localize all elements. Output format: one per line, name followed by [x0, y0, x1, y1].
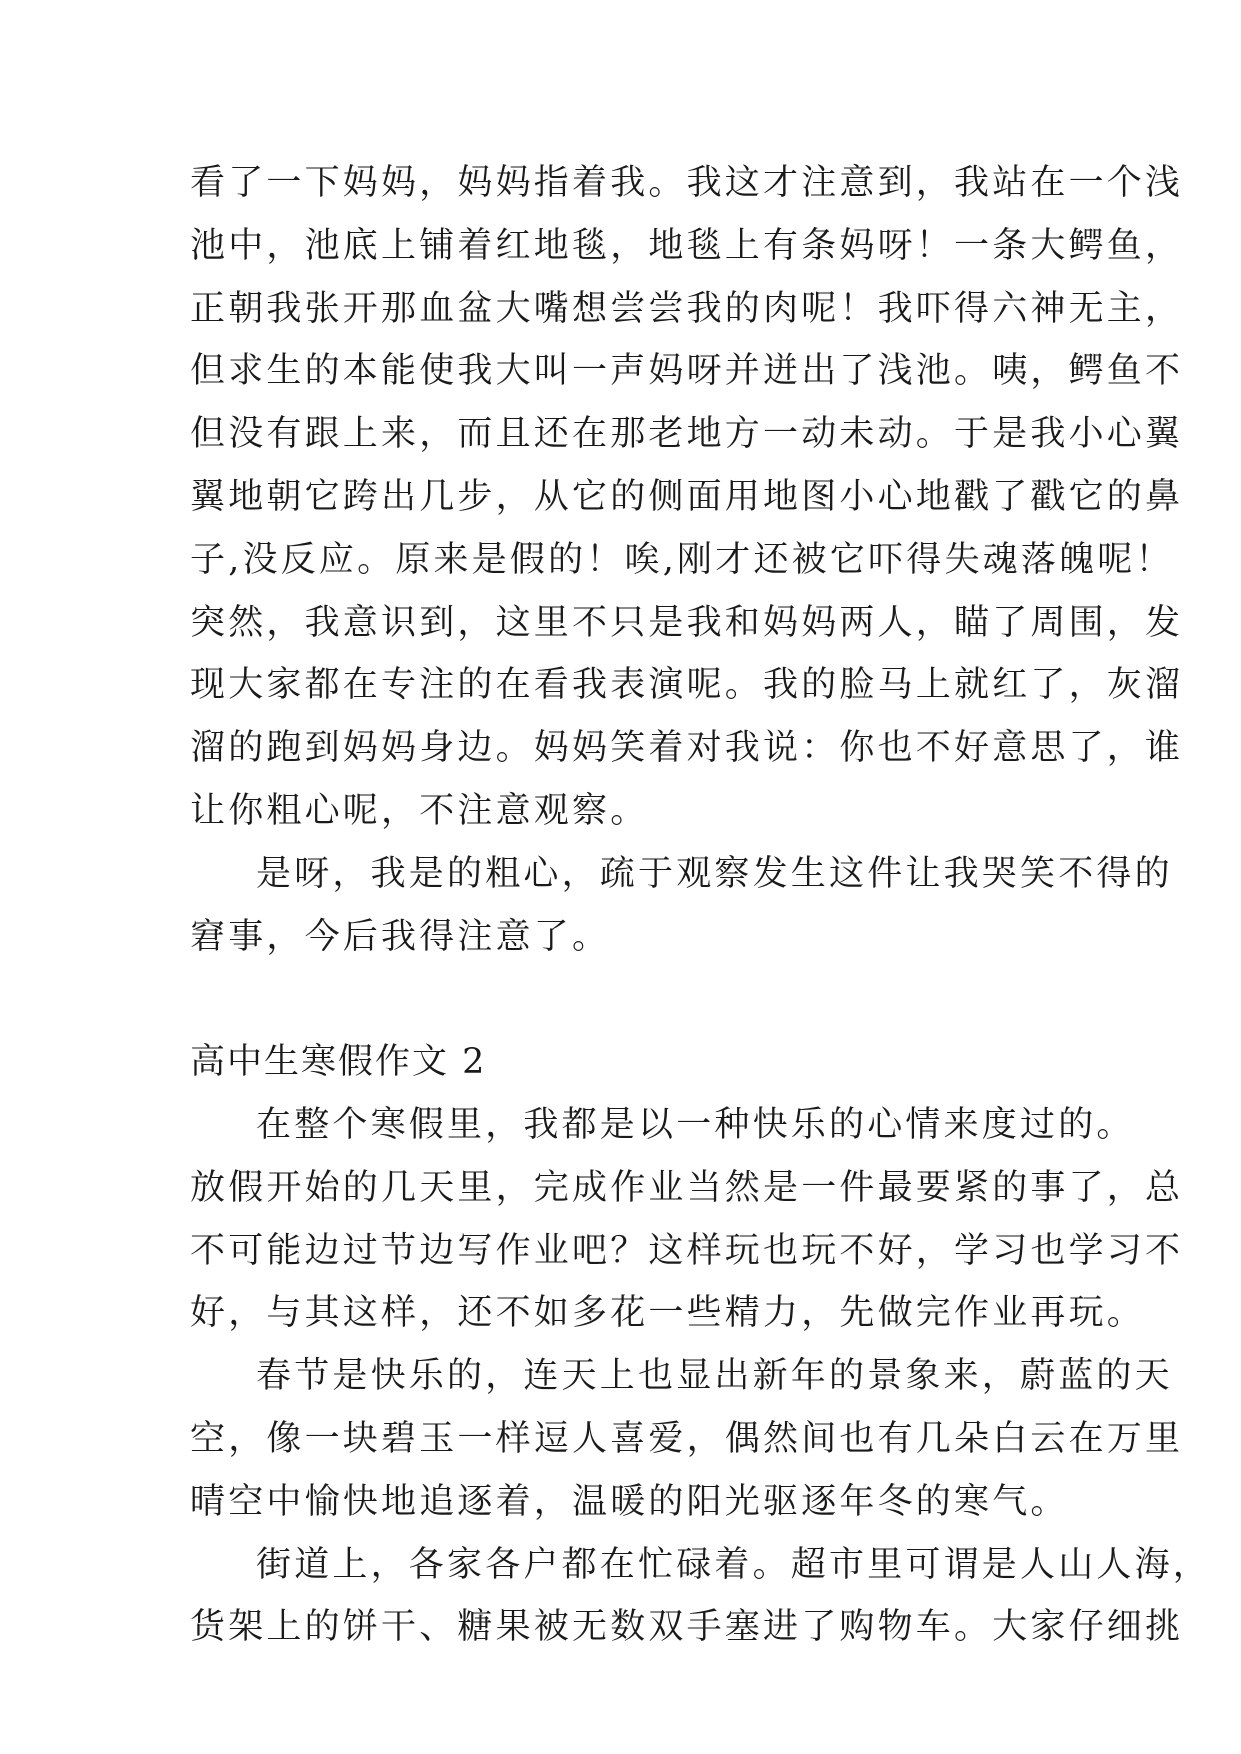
text-line: 货架上的饼干、糖果被无数双手塞进了购物车。大家仔细挑 [190, 1607, 1184, 1648]
text-line: 是呀，我是的粗心，疏于观察发生这件让我哭笑不得的 [256, 853, 1173, 894]
text-line: 池中，池底上铺着红地毯，地毯上有条妈呀！一条大鳄鱼， [190, 225, 1184, 266]
text-line: 空，像一块碧玉一样逗人喜爱，偶然间也有几朵白云在万里 [190, 1418, 1184, 1459]
text-line: 翼地朝它跨出几步，从它的侧面用地图小心地戳了戳它的鼻 [190, 476, 1184, 517]
text-line: 春节是快乐的，连天上也显出新年的景象来，蔚蓝的天 [256, 1356, 1173, 1397]
text-line: 子,没反应。原来是假的！唉,刚才还被它吓得失魂落魄呢！ [190, 539, 1174, 580]
text-line: 窘事，今后我得注意了。 [190, 916, 611, 957]
text-line: 好，与其这样，还不如多花一些精力，先做完作业再玩。 [190, 1293, 1146, 1334]
text-line: 溜的跑到妈妈身边。妈妈笑着对我说：你也不好意思了，谁 [190, 728, 1184, 769]
section-heading: 高中生寒假作文 2 [190, 1042, 487, 1083]
text-line: 不可能边过节边写作业吧？这样玩也玩不好，学习也学习不 [190, 1230, 1184, 1271]
text-line: 街道上，各家各户都在忙碌着。超市里可谓是人山人海， [256, 1544, 1212, 1585]
section-gap [190, 968, 1070, 1031]
text-line: 看了一下妈妈，妈妈指着我。我这才注意到，我站在一个浅 [190, 163, 1184, 203]
text-line: 突然，我意识到，这里不只是我和妈妈两人，瞄了周围，发 [190, 602, 1184, 643]
text-line: 但求生的本能使我大叫一声妈呀并迸出了浅池。咦，鳄鱼不 [190, 351, 1184, 392]
text-line: 但没有跟上来，而且还在那老地方一动未动。于是我小心翼 [190, 414, 1184, 455]
text-line: 放假开始的几天里，完成作业当然是一件最要紧的事了，总 [190, 1167, 1184, 1208]
text-line: 晴空中愉快地追逐着，温暖的阳光驱逐年冬的寒气。 [190, 1481, 1069, 1522]
text-line: 在整个寒假里，我都是以一种快乐的心情来度过的。 [256, 1104, 1135, 1145]
document-body [190, 152, 1212, 1659]
text-line: 正朝我张开那血盆大嘴想尝尝我的肉呢！我吓得六神无主， [190, 288, 1184, 329]
text-line: 让你粗心呢，不注意观察。 [190, 790, 649, 831]
text-line: 现大家都在专注的在看我表演呢。我的脸马上就红了，灰溜 [190, 665, 1184, 706]
